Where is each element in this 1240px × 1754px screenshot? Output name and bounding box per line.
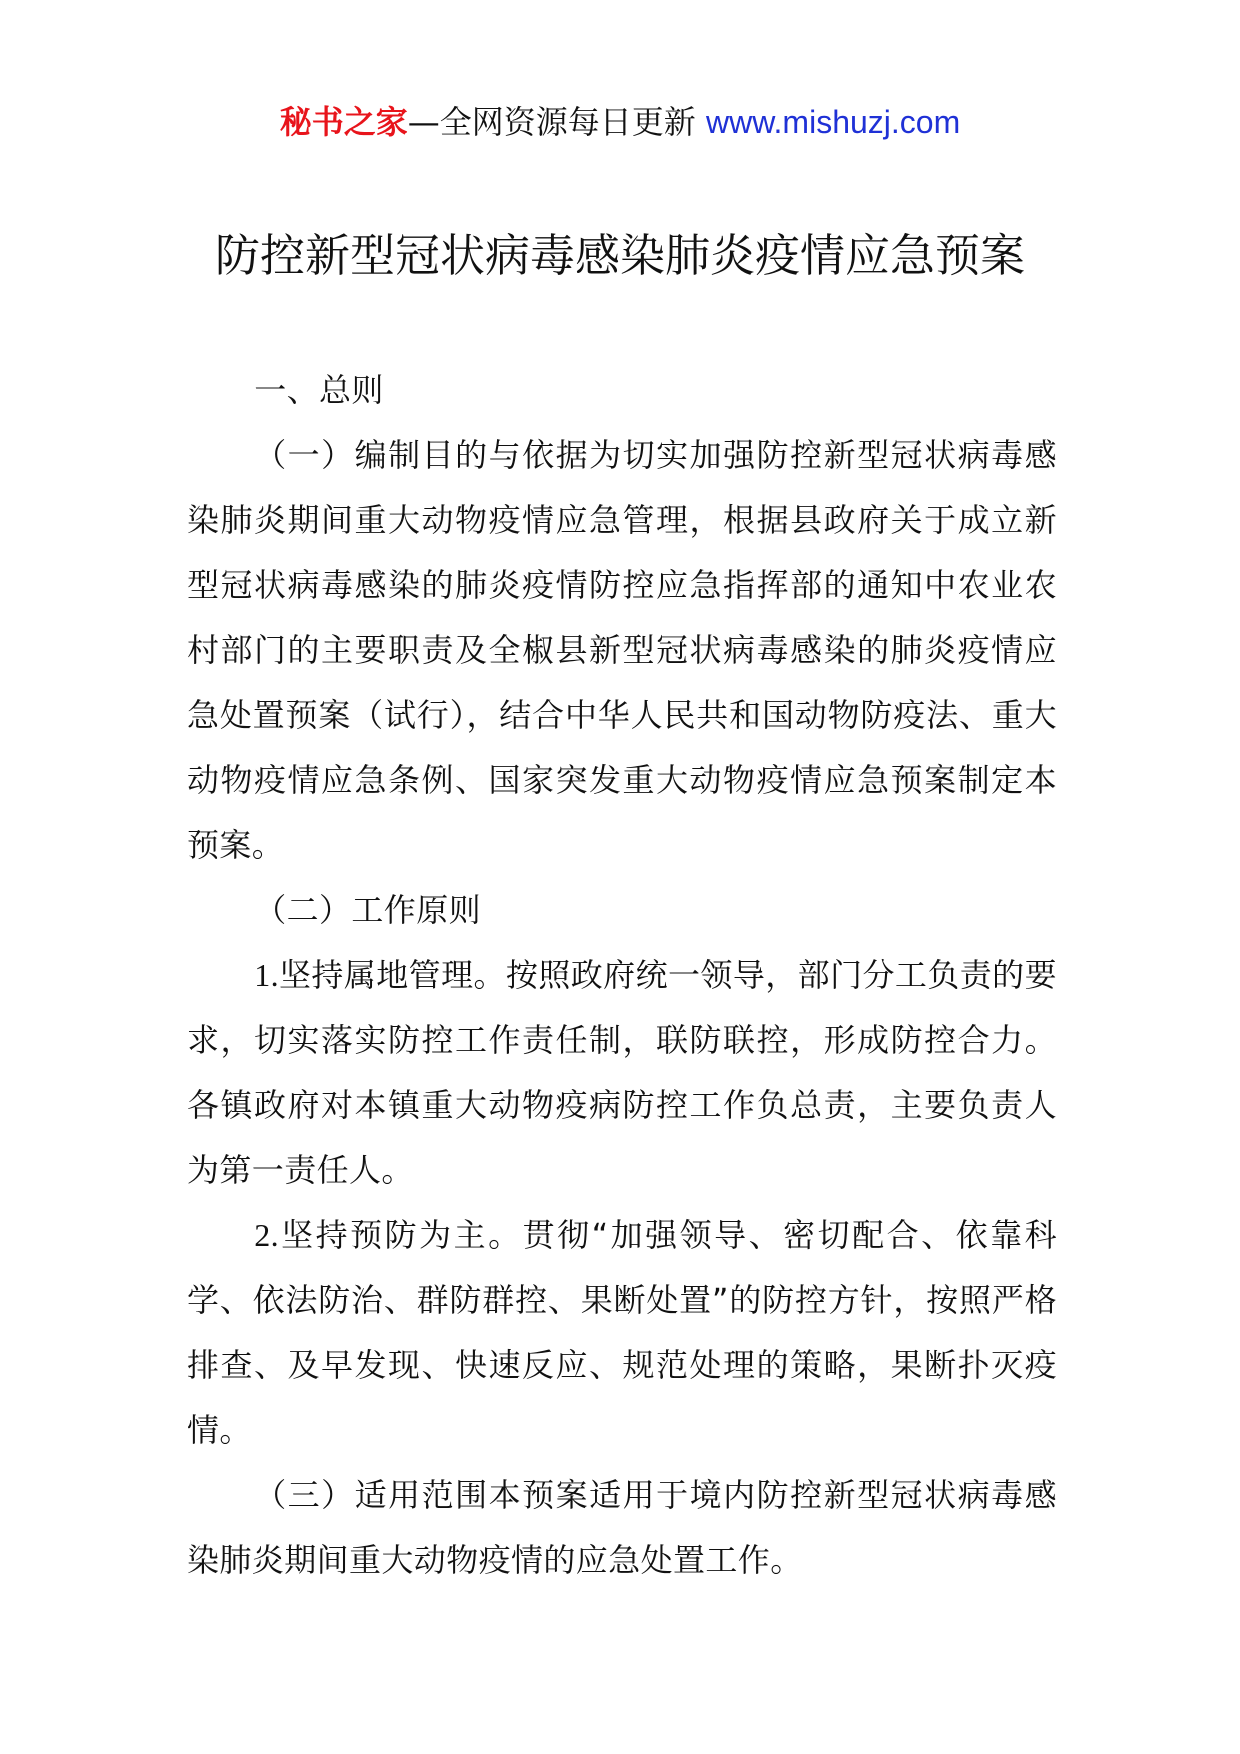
- list-item-text: 坚持预防为主。贯彻“加强领导、密切配合、依靠科学、依法防治、群防群控、果断处置”的防控方针，按照严格排查、及早发现、快速反应、规范处理的策略，果断扑灭疫情。: [187, 1216, 1057, 1449]
- section-heading: 一、总则: [254, 371, 384, 409]
- header-slogan: —全网资源每日更新: [407, 103, 706, 141]
- document-title: 防控新型冠状病毒感染肺炎疫情应急预案: [214, 229, 1025, 282]
- watermark-header: [0, 100, 1240, 144]
- header-url-link[interactable]: www.mishuzj.com: [705, 104, 961, 140]
- document-body: [187, 358, 1057, 1593]
- list-item-number: 2.: [254, 1217, 279, 1253]
- list-item-text: 坚持属地管理。按照政府统一领导，部门分工负责的要求，切实落实防控工作责任制，联防联控，形成防控合力。各镇政府对本镇重大动物疫病防控工作负总责，主要负责人为第一责任人。: [187, 956, 1057, 1189]
- paragraph-purpose: （一）编制目的与依据为切实加强防控新型冠状病毒感染肺炎期间重大动物疫情应急管理，根据县政府关于成立新型冠状病毒感染的肺炎疫情防控应急指挥部的通知中农业农村部门的主要职责及全椒县新型冠状病毒感染的肺炎疫情应急处置预案（试行），结合中华人民共和国动物防疫法、重大动物疫情应急条例、国家突发重大动物疫情应急预案制定本预案。: [187, 436, 1057, 864]
- list-item-number: 1.: [254, 957, 279, 993]
- paragraph-scope: （三）适用范围本预案适用于境内防控新型冠状病毒感染肺炎期间重大动物疫情的应急处置工作。: [187, 1476, 1057, 1579]
- list-item-principle-1: [187, 943, 1057, 1203]
- header-brand: 秘书之家: [279, 103, 408, 141]
- list-item-principle-2: [187, 1203, 1057, 1463]
- subheading-principles: （二）工作原则: [254, 891, 481, 929]
